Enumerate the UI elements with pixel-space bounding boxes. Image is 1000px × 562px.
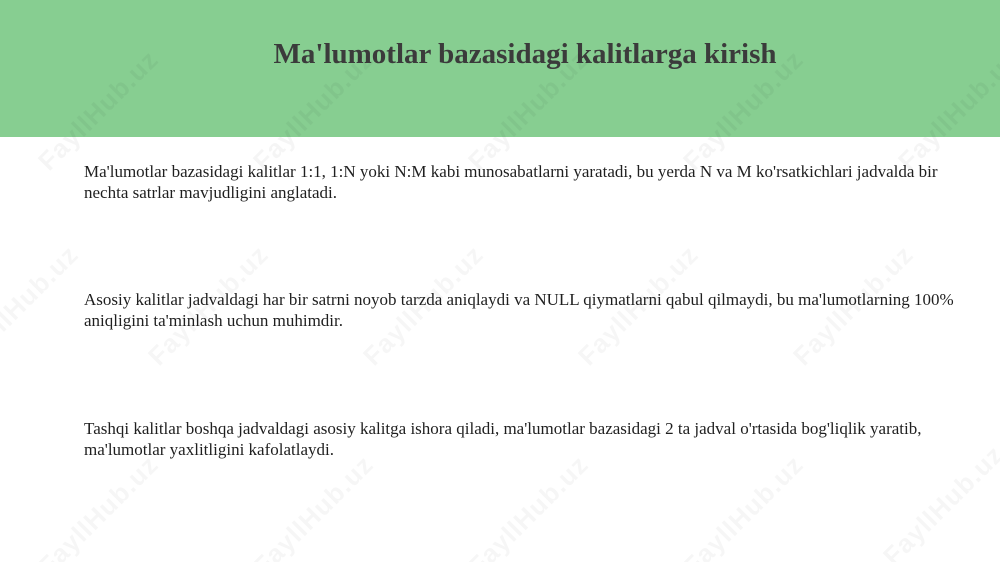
watermark — [677, 449, 810, 562]
paragraph-keys-relationships: Ma'lumotlar bazasidagi kalitlar 1:1, 1:N yoki N:M kabi munosabatlarni yaratadi, bu yerda N va M ko'rsatkichlari jadvalda bir nechta satrlar mavjudligini anglatadi. — [84, 162, 938, 202]
slide-title: Ma'lumotlar bazasidagi kalitlarga kirish — [273, 38, 777, 70]
watermark — [247, 449, 380, 562]
paragraph-primary-keys: Asosiy kalitlar jadvaldagi har bir satrni noyob tarzda aniqlaydi va NULL qiymatlarni qabul qilmaydi, bu ma'lumotlarning 100% aniqligini ta'minlash uchun muhimdir. — [84, 290, 954, 330]
watermark — [462, 449, 595, 562]
watermark — [32, 449, 165, 562]
watermark — [0, 239, 85, 372]
paragraph-foreign-keys: Tashqi kalitlar boshqa jadvaldagi asosiy kalitga ishora qiladi, ma'lumotlar bazasidagi 2 ta jadval o'rtasida bog'liqlik yaratib, ma'lumotlar yaxlitligini kafolatlaydi. — [84, 419, 922, 459]
